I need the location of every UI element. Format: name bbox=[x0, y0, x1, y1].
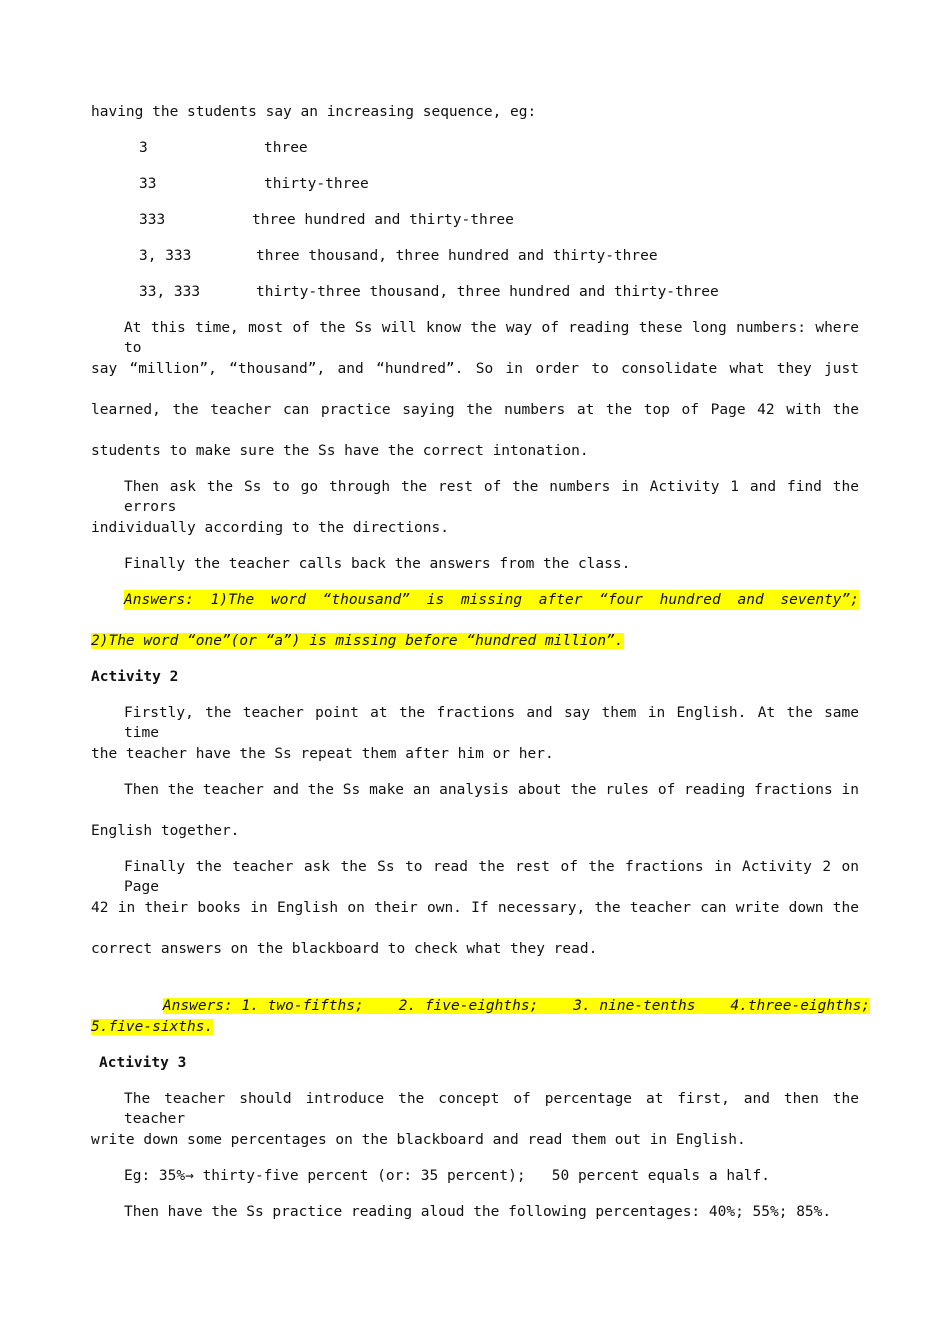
sequence-words: three hundred and thirty-three bbox=[252, 212, 514, 228]
sequence-row bbox=[139, 246, 658, 266]
paragraph-line: students to make sure the Ss have the correct intonation. bbox=[91, 443, 589, 459]
activity-heading: Activity 3 bbox=[99, 1055, 187, 1071]
answers-highlight-line bbox=[91, 631, 859, 651]
example-line: Eg: 35%→ thirty-five percent (or: 35 percent); 50 percent equals a half. bbox=[124, 1168, 771, 1184]
paragraph-line: the teacher have the Ss repeat them after him or her. bbox=[91, 746, 554, 762]
sequence-row bbox=[139, 174, 369, 194]
paragraph-line: At this time, most of the Ss will know the way of reading these long numbers: where to bbox=[124, 320, 859, 356]
paragraph-line: correct answers on the blackboard to check what they read. bbox=[91, 941, 598, 957]
sequence-words: thirty-three bbox=[264, 176, 369, 192]
sequence-number: 33, 333 bbox=[139, 284, 201, 300]
sequence-row bbox=[139, 282, 719, 302]
paragraph-line: Then ask the Ss to go through the rest of the numbers in Activity 1 and find the errors bbox=[124, 479, 859, 515]
answers-highlight: 2)The word “one”(or “a”) is missing before “hundred million”. bbox=[91, 633, 624, 649]
sequence-row bbox=[139, 210, 514, 230]
sequence-number: 333 bbox=[139, 212, 166, 228]
paragraph-line: Then have the Ss practice reading aloud the following percentages: 40%; 55%; 85%. bbox=[124, 1204, 832, 1220]
paragraph-line: write down some percentages on the blackboard and read them out in English. bbox=[91, 1132, 746, 1148]
activity-heading: Activity 2 bbox=[91, 669, 179, 685]
sequence-number: 33 bbox=[139, 176, 157, 192]
paragraph-line: say “million”, “thousand”, and “hundred”. So in order to consolidate what they just bbox=[91, 361, 859, 377]
sequence-row bbox=[139, 138, 308, 158]
sequence-number: 3 bbox=[139, 140, 148, 156]
paragraph-line: Finally the teacher ask the Ss to read the rest of the fractions in Activity 2 on Page bbox=[124, 859, 859, 895]
paragraph-line: individually according to the directions. bbox=[91, 520, 449, 536]
answers-highlight: Answers: 1. two-fifths; 2. five-eighths; 3. nine-tenths 4.three-eighths; bbox=[162, 998, 871, 1014]
sequence-words: thirty-three thousand, three hundred and thirty-three bbox=[256, 284, 719, 300]
paragraph-line: English together. bbox=[91, 823, 240, 839]
paragraph-line: Firstly, the teacher point at the fractions and say them in English. At the same time bbox=[124, 705, 859, 741]
answers-highlight: Answers: 1)The word “thousand” is missing after “four hundred and seventy”; bbox=[124, 592, 859, 608]
answers-highlight-line bbox=[91, 1017, 859, 1037]
paragraph-line: Then the teacher and the Ss make an analysis about the rules of reading fractions in bbox=[124, 782, 859, 798]
paragraph-line: 42 in their books in English on their own. If necessary, the teacher can write down the bbox=[91, 900, 859, 916]
answers-highlight: 5.five-sixths. bbox=[91, 1019, 214, 1035]
intro-line: having the students say an increasing sequence, eg: bbox=[91, 104, 537, 120]
paragraph-line: learned, the teacher can practice saying the numbers at the top of Page 42 with the bbox=[91, 402, 859, 418]
sequence-words: three bbox=[264, 140, 308, 156]
sequence-number: 3, 333 bbox=[139, 248, 192, 264]
paragraph-line: Finally the teacher calls back the answers from the class. bbox=[124, 556, 631, 572]
paragraph-line: The teacher should introduce the concept of percentage at first, and then the teacher bbox=[124, 1091, 859, 1127]
sequence-words: three thousand, three hundred and thirty-three bbox=[256, 248, 658, 264]
